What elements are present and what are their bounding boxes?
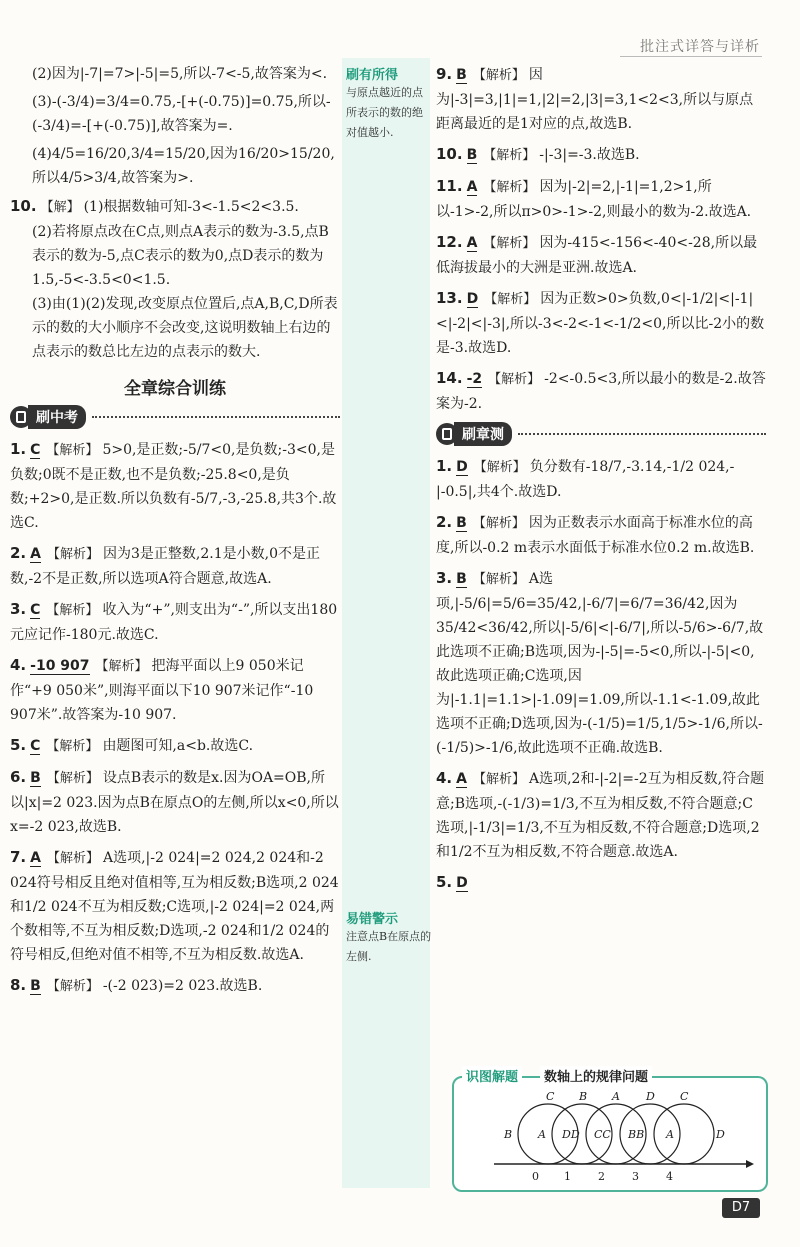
point-label: B — [504, 1128, 513, 1141]
item-answer: C — [30, 738, 41, 754]
item-number: 5. — [436, 873, 453, 891]
item-text: -(-2 023)=2 023.故选B. — [102, 978, 263, 994]
item-text: 因为正数>0>负数,0<|-1/2|<|-1|<|-2|<|-3|,所以-3<-2<-1<-1/2<0,所以比-2小的数是-3.故选D. — [436, 291, 765, 356]
item-number: 7. — [10, 848, 27, 866]
item-number: 2. — [10, 544, 27, 562]
section-title: 全章综合训练 — [124, 379, 226, 399]
rolling-circle — [654, 1104, 714, 1164]
item-number: 1. — [436, 457, 453, 475]
item-tag: 【解析】 — [483, 148, 536, 163]
item-text: 把海平面以上9 050米记作“+9 050米”,则海平面以下10 907米记作“-10 907米”.故答案为-10 907. — [10, 658, 314, 723]
dotted-divider — [92, 416, 340, 418]
answer-item — [10, 765, 340, 839]
answer-item — [436, 454, 766, 504]
point-label: DD — [562, 1128, 580, 1141]
section-banner-zhongkao — [10, 405, 340, 429]
point-label: A — [538, 1128, 546, 1141]
item-number: 10. — [10, 197, 37, 215]
item-number: 3. — [10, 600, 27, 618]
item-answer: C — [30, 442, 41, 458]
item-tag: 【解析】 — [95, 659, 148, 674]
margin-note-title: 刷有所得 — [346, 68, 399, 83]
book-icon — [10, 406, 32, 428]
item-text: 因为|-2|=2,|-1|=1,2>1,所以-1>-2,所以π>0>-1>-2,则最小的数为-2.故选A. — [436, 179, 752, 220]
item-tag: 【解析】 — [488, 372, 541, 387]
point-label: B — [579, 1090, 588, 1103]
q9-part3: (3)-(-3/4)=3/4=0.75,-[+(-0.75)]=0.75,所以-(-3/4)=-[+(-0.75)],故答案为=. — [32, 94, 331, 134]
q9-part4: (4)4/5=16/20,3/4=15/20,因为16/20>15/20,所以4/5>3/4,故答案为>. — [32, 146, 335, 186]
item-number: 6. — [10, 768, 27, 786]
item-answer: D — [456, 459, 468, 475]
tick-label: 4 — [666, 1170, 673, 1183]
item-number: 10. — [436, 145, 463, 163]
point-label: C — [680, 1090, 689, 1103]
answer-item — [436, 766, 766, 864]
point-label: A — [612, 1090, 620, 1103]
item-tag: 【解析】 — [46, 851, 99, 866]
answer-item — [436, 174, 766, 224]
point-label: D — [646, 1090, 655, 1103]
item-number: 9. — [436, 65, 453, 83]
item-answer: A — [466, 179, 478, 195]
item-tag: 【解析】 — [46, 547, 99, 562]
item-answer: A — [30, 546, 41, 562]
margin-notes-strip — [342, 58, 430, 1188]
item-tag: 【解析】 — [472, 516, 525, 531]
item-text: A选项,|-5/6|=5/6=35/42,|-6/7|=6/7=36/42,因为35/42<36/42,所以|-5/6|<|-6/7|,所以-5/6>-6/7,故此选项不正确;B选项,因为-|-5|=-5<0,所以-|-5|<0,故此选项正确;C选项,因为|-1.1|=1.1>|-1.09|=1.09,所以-1.1<-1.09,故此选项不正确;D选项,因为-(-1/5)=1/5,1/5>-1/6,所以-(-1/5)>-1/6,故此选项不正确.故选B. — [436, 571, 764, 756]
item-number: 4. — [10, 656, 27, 674]
banner-label: 刷章测 — [454, 422, 512, 446]
answer-item — [436, 566, 766, 760]
answer-item — [436, 62, 766, 136]
dotted-divider — [518, 433, 766, 435]
header-divider — [620, 56, 762, 57]
figure-title: 数轴上的规律问题 — [540, 1066, 652, 1085]
number-line-figure — [452, 1070, 768, 1192]
margin-note-text: 注意点B在原点的左侧. — [346, 930, 432, 963]
item-answer: -2 — [466, 371, 483, 387]
tick-label: 2 — [598, 1170, 605, 1183]
item-text: 设点B表示的数是x.因为OA=OB,所以|x|=2 023.因为点B在原点O的左侧,所以x<0,所以x=-2 023,故选B. — [10, 770, 339, 835]
answer-item — [10, 541, 340, 591]
point-label: C — [546, 1090, 555, 1103]
q10-line-1: (1)根据数轴可知-3<-1.5<2<3.5. — [83, 199, 299, 215]
answer-item — [10, 653, 340, 727]
item-answer: B — [30, 770, 41, 786]
figure-tag: 识图解题 — [462, 1066, 522, 1085]
answer-item — [10, 733, 340, 759]
answer-item — [436, 286, 766, 360]
item-number: 5. — [10, 736, 27, 754]
item-text: -2<-0.5<3,所以最小的数是-2.故答案为-2. — [436, 371, 766, 412]
item-answer: -10 907 — [30, 658, 90, 674]
answer-item — [436, 366, 766, 416]
item-answer: B — [456, 515, 467, 531]
item-answer: A — [456, 771, 467, 787]
answer-item — [10, 973, 340, 999]
item-tag: 【解析】 — [483, 236, 536, 251]
item-answer: B — [30, 978, 41, 994]
point-label: CC — [594, 1128, 611, 1141]
item-tag: 【解】 — [40, 200, 80, 215]
point-label: D — [716, 1128, 725, 1141]
point-label: BB — [628, 1128, 645, 1141]
q10-line-2: (2)若将原点改在C点,则点A表示的数为-3.5,点B表示的数为-5,点C表示的数为0,点D表示的数为1.5,-5<-3.5<0<1.5. — [32, 224, 329, 288]
margin-note-title: 易错警示 — [346, 912, 399, 927]
item-number: 1. — [10, 440, 27, 458]
left-column — [10, 62, 340, 1005]
banner-label: 刷中考 — [28, 405, 86, 429]
item-number: 11. — [436, 177, 463, 195]
axis-arrow — [746, 1160, 754, 1168]
tick-label: 3 — [632, 1170, 639, 1183]
item-text: 5>0,是正数;-5/7<0,是负数;-3<0,是负数;0既不是正数,也不是负数;-25.8<0,是负数;+2>0,是正数.所以负数有-5/7,-3,-25.8,共3个.故选C. — [10, 442, 337, 531]
item-tag: 【解析】 — [46, 443, 99, 458]
item-tag: 【解析】 — [472, 772, 525, 787]
book-icon — [436, 423, 458, 445]
item-tag: 【解析】 — [483, 180, 536, 195]
item-number: 2. — [436, 513, 453, 531]
answer-item — [436, 142, 766, 168]
item-number: 14. — [436, 369, 463, 387]
answer-item — [436, 510, 766, 560]
item-answer: D — [456, 875, 468, 891]
q10-item — [10, 194, 340, 364]
q9-part2: (2)因为|-7|=7>|-5|=5,所以-7<-5,故答案为<. — [32, 66, 328, 82]
item-text: 因为正数表示水面高于标准水位的高度,所以-0.2 m表示水面低于标准水位0.2 m.故选B. — [436, 515, 755, 556]
section-banner-zhangce — [436, 422, 766, 446]
tick-label: 0 — [532, 1170, 539, 1183]
item-number: 3. — [436, 569, 453, 587]
item-text: A选项,|-2 024|=2 024,2 024和-2 024符号相反且绝对值相等,互为相反数;B选项,2 024和1/2 024不互为相反数;C选项,|-2 024|=2 024,两个数相等,不互为相反数;D选项,-2 024和1/2 024的符号相反,但绝对值不相等,不互为相反数.故选A. — [10, 850, 339, 963]
item-text: A选项,2和-|-2|=-2互为相反数,符合题意;B选项,-(-1/3)=1/3,不互为相反数,不符合题意;C选项,|-1/3|=1/3,不互为相反数,不符合题意;D选项,2和1/2不互为相反数,不符合题意.故选A. — [436, 771, 765, 860]
item-text: 负分数有-18/7,-3.14,-1/2 024,-|-0.5|,共4个.故选D. — [436, 459, 735, 500]
item-text: 因为-415<-156<-40<-28,所以最低海拔最小的大洲是亚洲.故选A. — [436, 235, 758, 276]
page-number: D7 — [722, 1198, 760, 1218]
margin-note-2 — [346, 908, 432, 967]
number-line-diagram — [454, 1078, 762, 1186]
item-tag: 【解析】 — [46, 739, 99, 754]
item-answer: C — [30, 602, 41, 618]
margin-note-text: 与原点越近的点所表示的数的绝对值越小. — [346, 86, 423, 139]
item-tag: 【解析】 — [484, 292, 537, 307]
item-text: 因为3是正整数,2.1是小数,0不是正数,-2不是正数,所以选项A符合题意,故选A. — [10, 546, 320, 587]
item-answer: D — [466, 291, 479, 307]
item-tag: 【解析】 — [46, 771, 99, 786]
q10-line-3: (3)由(1)(2)发现,改变原点位置后,点A,B,C,D所表示的数的大小顺序不会改变,这说明数轴上右边的点表示的数总比左边的点表示的数大. — [32, 296, 338, 360]
answer-item — [10, 597, 340, 647]
tick-label: 1 — [564, 1170, 571, 1183]
item-answer: A — [466, 235, 478, 251]
item-number: 12. — [436, 233, 463, 251]
answer-item — [436, 230, 766, 280]
item-tag: 【解析】 — [473, 460, 526, 475]
margin-note-1 — [346, 64, 432, 143]
item-tag: 【解析】 — [472, 68, 525, 83]
item-answer: B — [466, 147, 478, 163]
item-text: 由题图可知,a<b.故选C. — [102, 738, 254, 754]
answer-item — [10, 845, 340, 967]
item-answer: B — [456, 571, 467, 587]
item-text: 因为|-3|=3,|1|=1,|2|=2,|3|=3,1<2<3,所以与原点距离最近的是1对应的点,故选B. — [436, 67, 754, 132]
answer-item — [10, 437, 340, 535]
item-answer: A — [30, 850, 41, 866]
right-column — [436, 62, 766, 901]
page-header-title: 批注式详答与详析 — [640, 39, 760, 55]
item-text: -|-3|=-3.故选B. — [539, 147, 640, 163]
answer-item — [436, 870, 766, 895]
item-number: 4. — [436, 769, 453, 787]
point-label: A — [666, 1128, 674, 1141]
item-tag: 【解析】 — [46, 603, 99, 618]
item-answer: B — [456, 67, 467, 83]
item-number: 13. — [436, 289, 463, 307]
item-tag: 【解析】 — [472, 572, 525, 587]
item-text: 收入为“+”,则支出为“-”,所以支出180元应记作-180元.故选C. — [10, 602, 338, 643]
item-tag: 【解析】 — [46, 979, 99, 994]
item-number: 8. — [10, 976, 27, 994]
